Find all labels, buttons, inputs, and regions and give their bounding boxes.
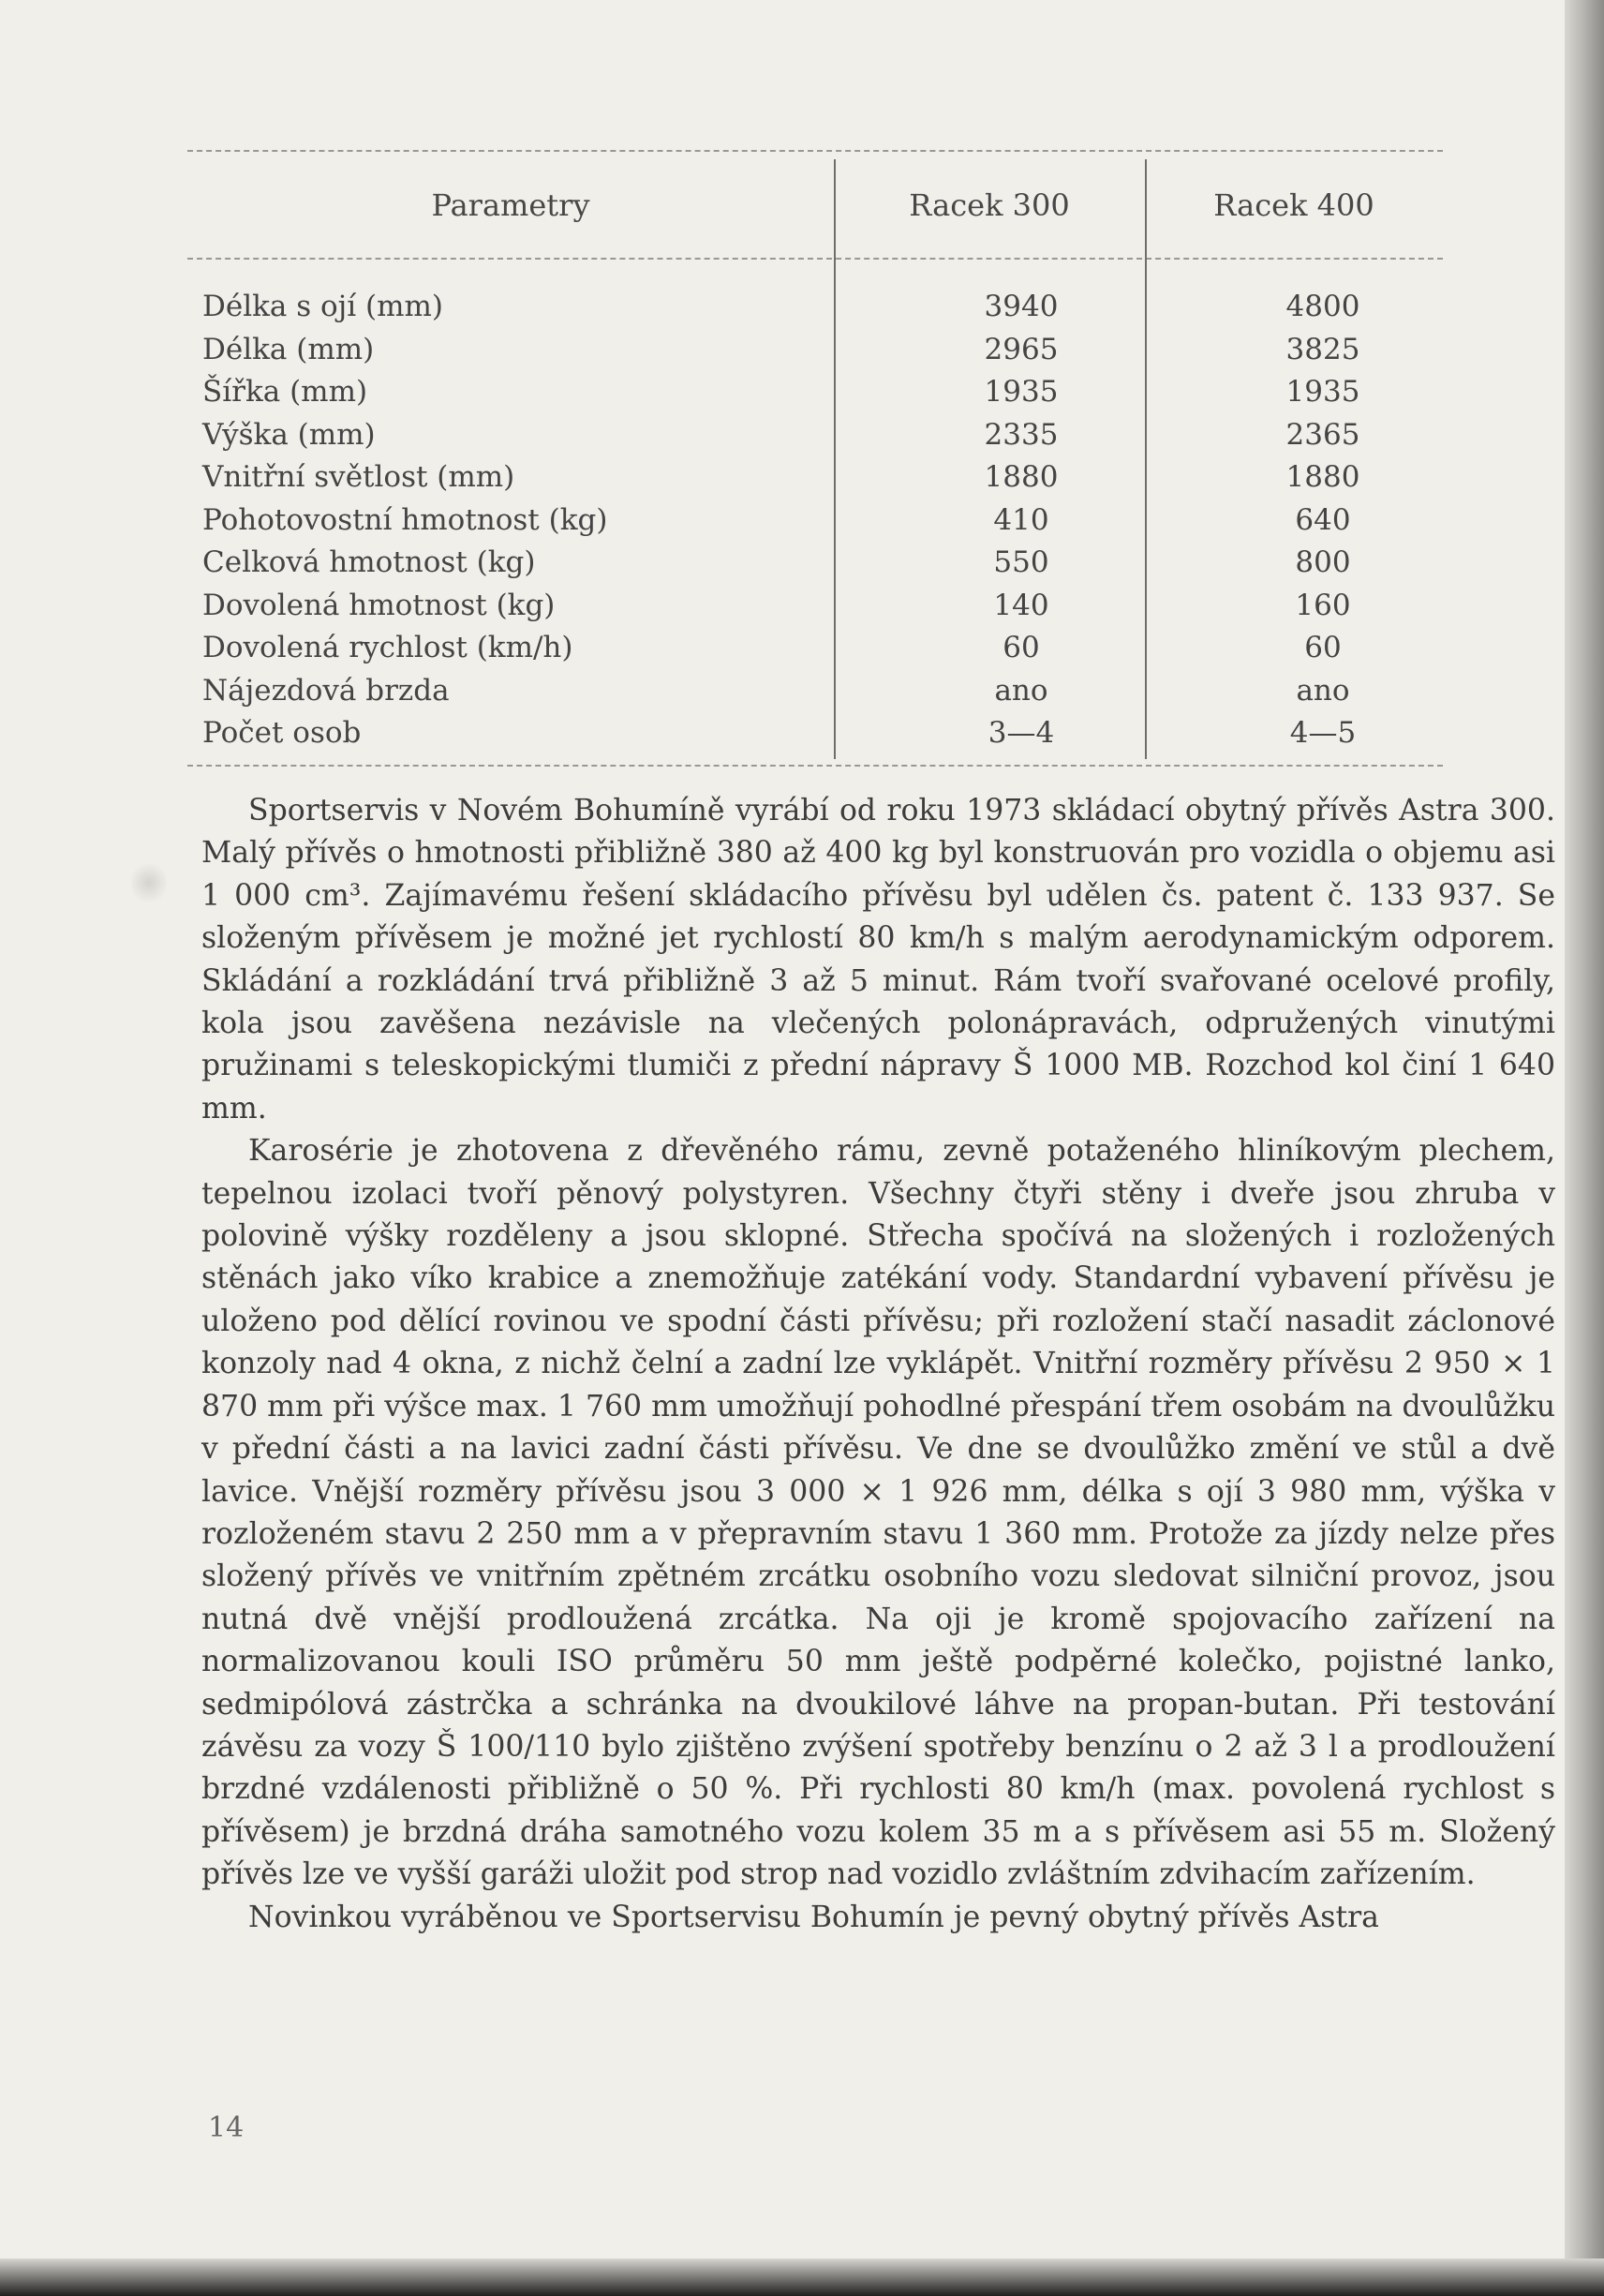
racek-400-cell: ano (1296, 673, 1350, 708)
param-cell: Počet osob (202, 716, 362, 750)
book-edge-right (1565, 0, 1604, 2296)
param-cell: Délka (mm) (202, 332, 375, 366)
racek-300-cell: 140 (993, 588, 1049, 622)
param-cell: Dovolená hmotnost (kg) (202, 588, 556, 622)
racek-400-cell: 640 (1295, 502, 1351, 537)
racek-300-cell: 2965 (984, 332, 1059, 366)
param-cell: Dovolená rychlost (km/h) (202, 631, 573, 664)
table-body (187, 286, 1443, 755)
book-edge-bottom (0, 2259, 1604, 2296)
racek-400-cell: 800 (1295, 545, 1351, 579)
racek-400-cell: 1880 (1285, 460, 1360, 494)
page-number: 14 (208, 2111, 245, 2144)
racek-300-cell: 410 (993, 502, 1049, 537)
table-row (187, 414, 1443, 457)
paragraph: Karosérie je zhotovena z dřevěného rámu, zevně potaženého hliníkovým plechem, tepelnou izolaci tvoří pěnový polystyren. Všechny čtyři stěny i dveře jsou zhruba v polovině výšky rozděleny a jsou sklopné. Střecha spočívá na složených i rozložených stěnách jako víko krabice a znemožňuje zatékání vody. Standardní vybavení přívěsu je uloženo pod dělící rovinou ve spodní části přívěsu; při rozložení stačí nasadit záclonové konzoly nad 4 okna, z nichž čelní a zadní lze vyklápět. Vnitřní rozměry přívěsu 2 950 × 1 870 mm při výšce max. 1 760 mm umožňují pohodlné přespání třem osobám na dvoulůžku v přední části a na lavici zadní části přívěsu. Ve dne se dvoulůžko změní ve stůl a dvě lavice. Vnější rozměry přívěsu jsou 3 000 × 1 926 mm, délka s ojí 3 980 mm, výška v rozloženém stavu 2 250 mm a v přepravním stavu 1 360 mm. Protože za jízdy nelze přes složený přívěs ve vnitřním zpětném zrcátku osobního vozu sledovat silniční provoz, jsou nutná dvě vnější prodloužená zrcátka. Na oji je kromě spojovacího zařízení na normalizovanou kouli ISO průměru 50 mm ještě podpěrné kolečko, pojistné lanko, sedmipólová zástrčka a schránka na dvoukilové láhve na propan-butan. Při testování závěsu za vozy Š 100/110 bylo zjištěno zvýšení spotřeby benzínu o 2 až 3 l a prodloužení brzdné vzdálenosti přibližně o 50 %. Při rychlosti 80 km/h (max. povolená rychlost s přívěsem) je brzdná dráha samotného vozu kolem 35 m a s přívěsem asi 55 m. Složený přívěs lze ve vyšší garáži uložit pod strop nad vozidlo zvláštním zdvihacím zařízením. (201, 1134, 1555, 1892)
param-cell: Vnitřní světlost (mm) (202, 460, 515, 494)
racek-300-cell: 550 (993, 545, 1049, 579)
table-header (187, 187, 1443, 244)
table-row (187, 286, 1443, 329)
racek-400-cell: 4—5 (1289, 716, 1357, 750)
racek-300-cell: 60 (1002, 631, 1040, 664)
racek-300-cell: 3—4 (988, 716, 1055, 750)
header-racek-300: Racek 300 (909, 187, 1070, 223)
body-text (201, 790, 1555, 1939)
racek-400-cell: 2365 (1285, 417, 1360, 452)
param-cell: Výška (mm) (202, 417, 376, 452)
racek-400-cell: 160 (1295, 588, 1351, 622)
racek-400-cell: 4800 (1285, 290, 1360, 323)
table-row (187, 712, 1443, 755)
param-cell: Celková hmotnost (kg) (202, 545, 536, 579)
ink-smudge (131, 860, 167, 905)
param-cell: Nájezdová brzda (202, 673, 450, 708)
racek-300-cell: 1935 (984, 375, 1059, 409)
header-parametry: Parametry (431, 187, 590, 223)
table-row (187, 585, 1443, 628)
paragraph: Sportservis v Novém Bohumíně vyrábí od roku 1973 skládací obytný přívěs Astra 300. Malý přívěs o hmotnosti přibližně 380 až 400 kg byl konstruován pro vozidla o objemu asi 1 000 cm³. Zajímavému řešení skládacího přívěsu byl udělen čs. patent č. 133 937. Se složeným přívěsem je možné jet rychlostí 80 km/h s malým aerodynamickým odporem. Skládání a rozkládání trvá přibližně 3 až 5 minut. Rám tvoří svařované ocelové profily, kola jsou zavěšena nezávisle na vlečených polonápravách, odpružených vinutými pružinami s teleskopickými tlumiči z přední nápravy Š 1000 MB. Rozchod kol činí 1 640 mm. (201, 794, 1555, 1126)
racek-300-cell: 3940 (984, 290, 1059, 323)
paragraph: Novinkou vyráběnou ve Sportservisu Bohumín je pevný obytný přívěs Astra (248, 1900, 1379, 1934)
table-bottom-rule (187, 765, 1443, 767)
table-row (187, 371, 1443, 414)
header-racek-400: Racek 400 (1213, 187, 1374, 223)
table-row (187, 329, 1443, 372)
table-row (187, 456, 1443, 499)
param-cell: Pohotovostní hmotnost (kg) (202, 502, 608, 537)
racek-300-cell: 2335 (984, 417, 1059, 452)
param-cell: Šířka (mm) (202, 375, 368, 409)
racek-400-cell: 1935 (1285, 375, 1360, 409)
table-top-rule (187, 150, 1443, 152)
racek-400-cell: 60 (1304, 631, 1342, 664)
table-row (187, 499, 1443, 543)
table-header-rule (187, 258, 1443, 260)
racek-300-cell: ano (994, 673, 1048, 708)
table-row (187, 670, 1443, 713)
racek-400-cell: 3825 (1285, 332, 1360, 366)
param-cell: Délka s ojí (mm) (202, 290, 444, 323)
racek-300-cell: 1880 (984, 460, 1059, 494)
table-row (187, 542, 1443, 585)
table-row (187, 627, 1443, 670)
